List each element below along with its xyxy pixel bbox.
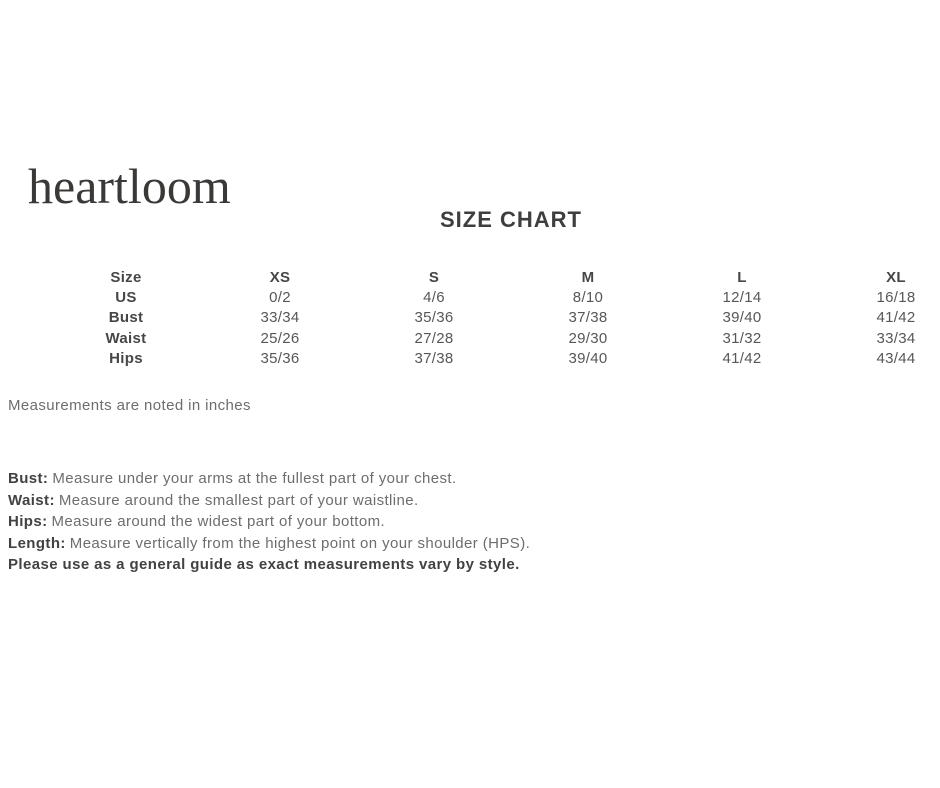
- guide-desc-length: Measure vertically from the highest point on your shoulder (HPS).: [69, 534, 531, 552]
- guide-term-length: Length:: [8, 534, 66, 552]
- guide-term-waist: Waist:: [8, 491, 55, 509]
- size-cell: 39/40: [722, 309, 762, 327]
- guide-line-waist: [8, 490, 530, 512]
- table-row-bust: [49, 308, 940, 328]
- size-cell: 4/6: [423, 289, 445, 307]
- guide-term-bust: Bust:: [8, 470, 49, 487]
- row-label-hips: Hips: [109, 350, 143, 368]
- guide-desc-bust: Measure under your arms at the fullest part of your chest.: [52, 470, 457, 487]
- size-cell: 29/30: [568, 329, 608, 347]
- size-cell: 0/2: [269, 289, 291, 307]
- row-label-waist: Waist: [105, 329, 147, 347]
- size-cell: 37/38: [568, 309, 608, 327]
- table-header-row: [49, 267, 940, 287]
- guide-desc-waist: Measure around the smallest part of your waistline.: [58, 491, 419, 509]
- column-header-m: M: [581, 268, 595, 286]
- size-cell: 25/26: [260, 329, 300, 347]
- size-cell: 27/28: [414, 329, 454, 347]
- guide-line-hips: [8, 511, 530, 533]
- size-chart-table: [49, 267, 940, 369]
- size-cell: 35/36: [414, 309, 454, 327]
- column-header-s: S: [428, 268, 440, 286]
- guide-line-bust: [8, 468, 530, 490]
- table-row-us: [49, 287, 940, 307]
- guide-term-hips: Hips:: [8, 513, 48, 530]
- size-cell: 16/18: [876, 289, 916, 307]
- column-header-xs: XS: [269, 268, 291, 286]
- guide-line-length: [8, 533, 530, 555]
- column-header-l: L: [737, 268, 747, 286]
- size-cell: 37/38: [414, 350, 454, 368]
- size-cell: 31/32: [722, 329, 762, 347]
- row-label-us: US: [115, 289, 137, 307]
- size-cell: 41/42: [722, 350, 762, 368]
- column-header-xl: XL: [886, 268, 906, 286]
- guide-desc-hips: Measure around the widest part of your bottom.: [51, 513, 386, 530]
- page-title: SIZE CHART: [440, 207, 582, 232]
- size-cell: 33/34: [876, 329, 916, 347]
- table-row-waist: [49, 328, 940, 348]
- size-cell: 12/14: [722, 289, 762, 307]
- size-cell: 8/10: [572, 289, 604, 307]
- guide-disclaimer: Please use as a general guide as exact measurements vary by style.: [8, 556, 520, 573]
- column-header-size: Size: [110, 268, 142, 286]
- size-cell: 43/44: [876, 350, 916, 368]
- size-cell: 39/40: [568, 350, 608, 368]
- size-cell: 35/36: [260, 350, 300, 368]
- size-cell: 33/34: [260, 309, 300, 327]
- measurement-guide: [8, 468, 530, 576]
- units-note: Measurements are noted in inches: [8, 397, 251, 414]
- row-label-bust: Bust: [108, 309, 144, 327]
- table-row-hips: [49, 349, 940, 369]
- size-cell: 41/42: [876, 309, 916, 327]
- brand-logo: heartloom: [28, 158, 231, 214]
